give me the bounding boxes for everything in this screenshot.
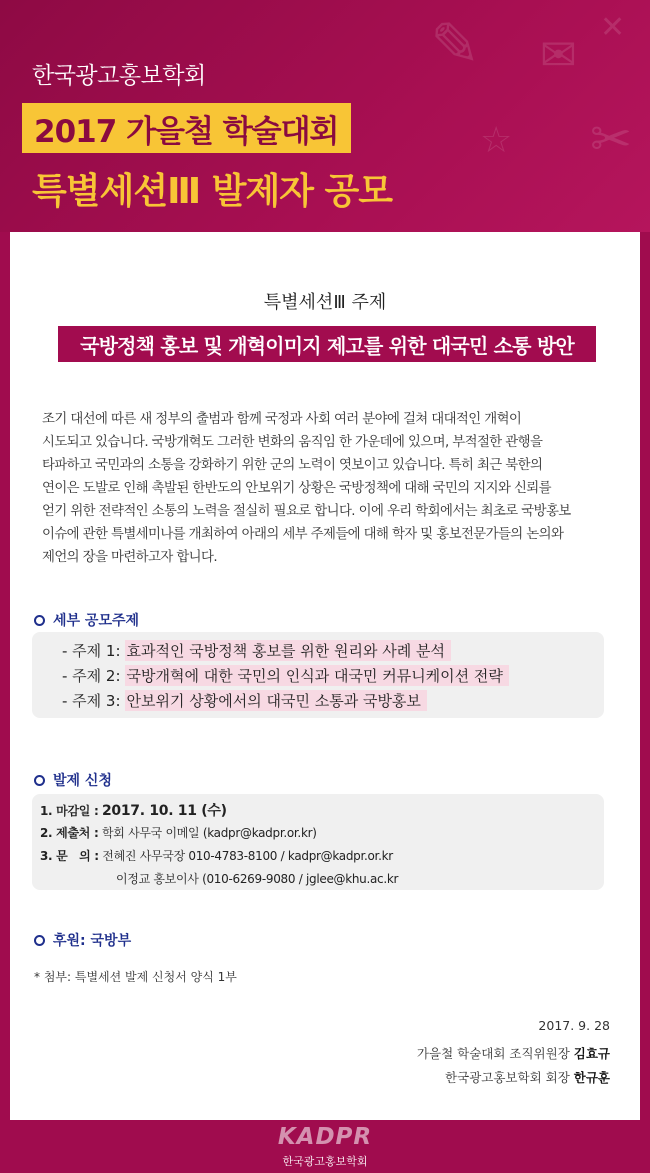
topic-text: 효과적인 국방정책 홍보를 위한 원리와 사례 분석 <box>125 640 451 661</box>
topic-item <box>62 690 427 711</box>
circle-bullet-icon <box>34 775 45 786</box>
apply-title-text: 발제 신청 <box>53 773 112 789</box>
deadline-value: 2017. 10. 11 (수) <box>101 803 227 819</box>
signature-line-2 <box>445 1068 610 1086</box>
decorative-doodle-1: ✎ <box>430 10 481 80</box>
attachment-note: * 첨부: 특별세션 발제 신청서 양식 1부 <box>34 970 237 984</box>
header-banner <box>0 0 650 232</box>
event-subtitle: 특별세션Ⅲ 발제자 공모 <box>32 171 393 212</box>
circle-bullet-icon <box>34 935 45 946</box>
sponsor-title <box>34 930 131 950</box>
org-name: 한국광고홍보학회 <box>32 63 206 89</box>
contact-value-2: 이정교 홍보이사 (010-6269-9080 / jglee@khu.ac.kr <box>116 872 399 886</box>
topic-item <box>62 665 509 686</box>
signature-name-2: 한규훈 <box>573 1070 610 1085</box>
contact-row-2 <box>116 870 398 887</box>
topic-prefix: - 주제 1: <box>62 642 121 660</box>
footer-org-name: 한국광고홍보학회 <box>282 1155 368 1168</box>
submit-label: 2. 제출처 : <box>40 826 99 840</box>
topics-title-text: 세부 공모주제 <box>53 613 140 629</box>
topic-prefix: - 주제 2: <box>62 667 121 685</box>
deadline-label: 1. 마감일 : <box>40 804 99 818</box>
kadpr-logo: KADPR <box>277 1124 373 1150</box>
signature-role-1: 가을철 학술대회 조직위원장 <box>416 1046 570 1061</box>
decorative-doodle-4: ☆ <box>480 120 513 161</box>
event-title: 2017 가을철 학술대회 <box>22 103 351 153</box>
intro-line: 타파하고 국민과의 소통을 강화하기 위한 군의 노력이 엿보이고 있습니다. 특히 최근 북한의 <box>42 458 543 473</box>
intro-line: 연이은 도발로 인해 촉발된 한반도의 안보위기 상황은 국방정책에 대해 국민의 지지와 신뢰를 <box>42 481 551 496</box>
apply-box <box>32 794 604 890</box>
circle-bullet-icon <box>34 615 45 626</box>
theme-title: 국방정책 홍보 및 개혁이미지 제고를 위한 대국민 소통 방안 <box>58 326 596 362</box>
decorative-doodle-2: ✉ <box>540 30 577 81</box>
submit-row <box>40 824 317 841</box>
footer <box>0 1120 650 1173</box>
signature-role-2: 한국광고홍보학회 회장 <box>445 1070 570 1085</box>
intro-line: 시도되고 있습니다. 국방개혁도 그러한 변화의 움직임 한 가운데에 있으며, 부적절한 관행을 <box>42 435 543 450</box>
signature-name-1: 김효규 <box>573 1046 610 1061</box>
topics-box <box>32 632 604 718</box>
intro-line: 조기 대선에 따른 새 정부의 출범과 함께 국정과 사회 여러 분야에 걸쳐 대대적인 개혁이 <box>42 412 522 427</box>
intro-paragraph <box>42 408 610 569</box>
signature-line-1 <box>417 1044 610 1062</box>
intro-line: 이슈에 관한 특별세미나를 개최하여 아래의 세부 주제들에 대해 학자 및 홍보전문가들의 논의와 <box>42 527 564 542</box>
contact-row <box>40 847 393 864</box>
decorative-doodle-5: ✕ <box>600 10 626 45</box>
sponsor-text: 후원: 국방부 <box>53 933 132 949</box>
content-panel <box>10 232 640 1120</box>
topic-item <box>62 640 451 661</box>
deadline-row <box>40 800 227 820</box>
topics-section-title <box>34 610 139 630</box>
apply-section-title <box>34 770 112 790</box>
intro-line: 제언의 장을 마련하고자 합니다. <box>42 550 217 565</box>
contact-label: 3. 문 의 : <box>40 849 99 863</box>
topic-prefix: - 주제 3: <box>62 692 121 710</box>
decorative-doodle-3: ✂ <box>590 110 632 168</box>
theme-label: 특별세션Ⅲ 주제 <box>263 292 387 313</box>
contact-value-1: 전혜진 사무국장 010-4783-8100 / kadpr@kadpr.or.kr <box>102 849 393 863</box>
signature-date: 2017. 9. 28 <box>538 1018 610 1033</box>
topic-text: 안보위기 상황에서의 대국민 소통과 국방홍보 <box>125 690 427 711</box>
intro-line: 얻기 위한 전략적인 소통의 노력을 절실히 필요로 합니다. 이에 우리 학회에서는 최초로 국방홍보 <box>42 504 571 519</box>
submit-value: 학회 사무국 이메일 (kadpr@kadpr.or.kr) <box>101 826 317 840</box>
topic-text: 국방개혁에 대한 국민의 인식과 대국민 커뮤니케이션 전략 <box>125 665 509 686</box>
